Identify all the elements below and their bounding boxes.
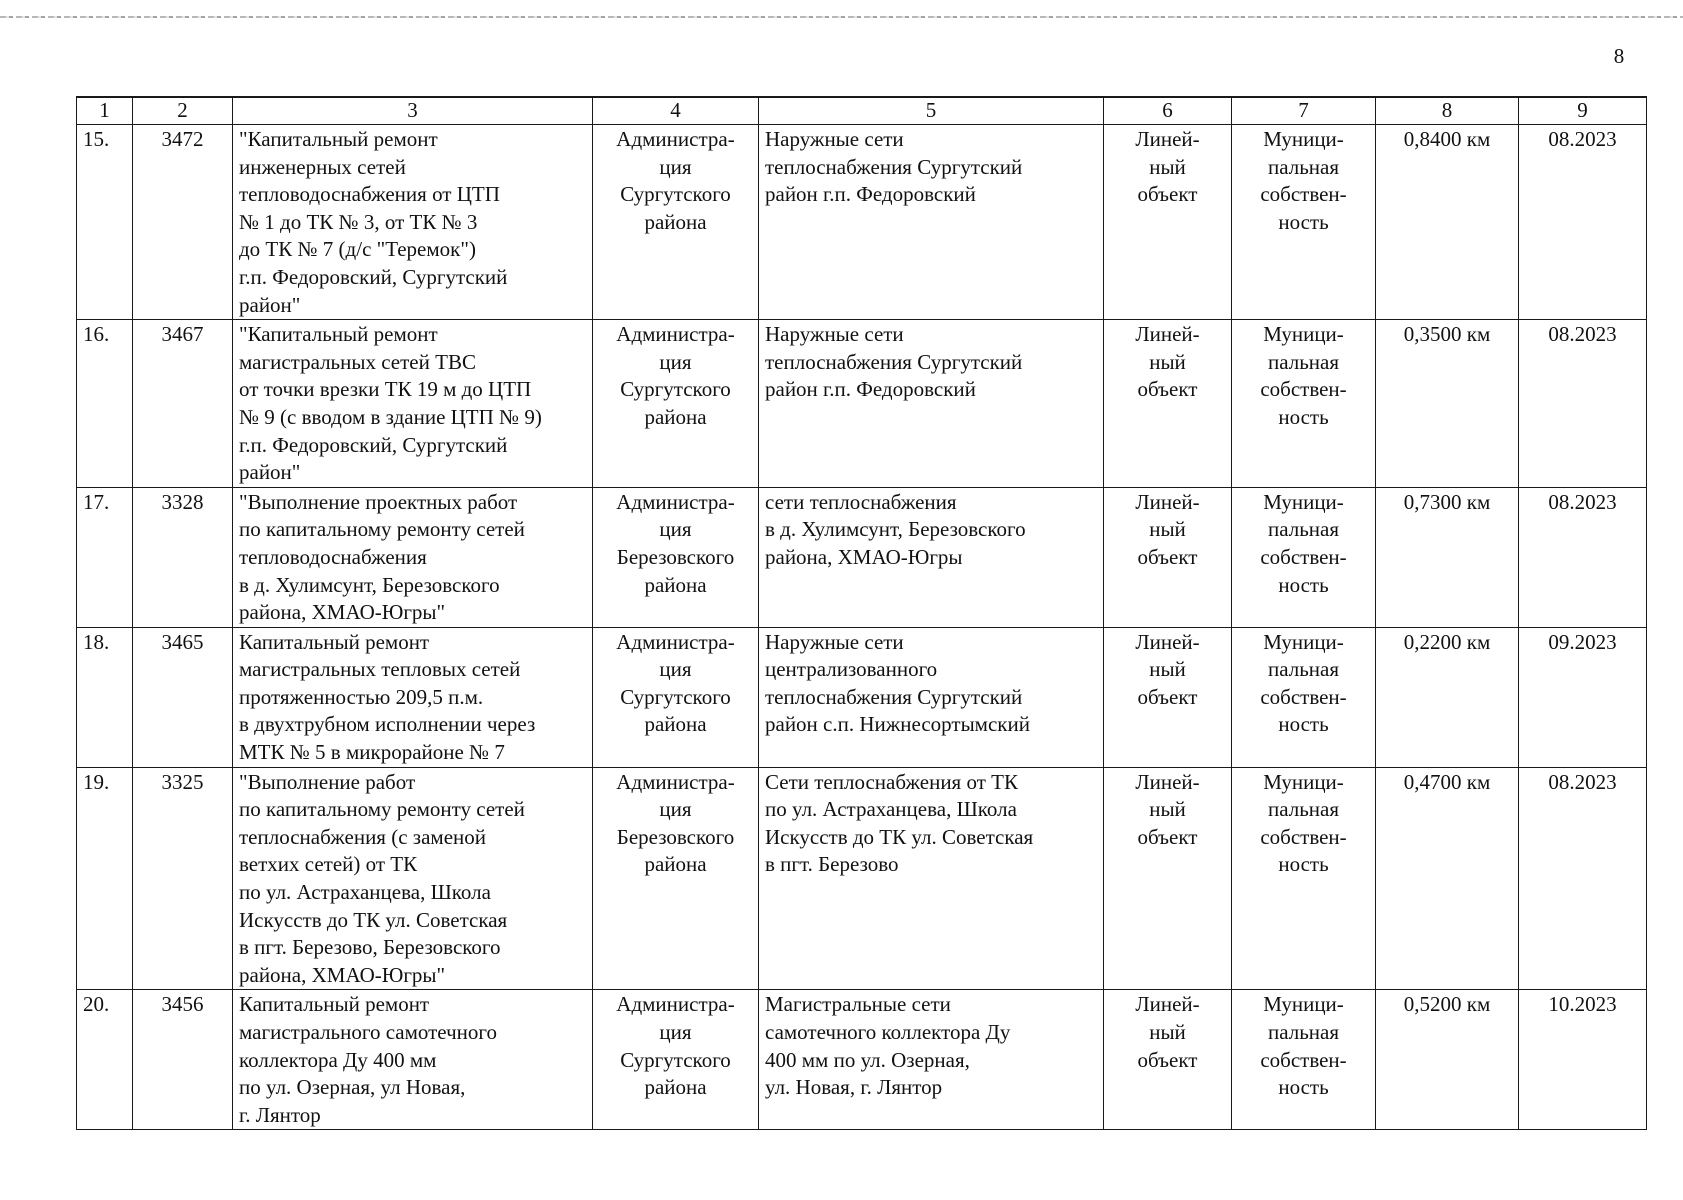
work-name-cell-line: магистральных тепловых сетей — [239, 657, 521, 682]
work-name-cell-line: г.п. Федоровский, Сургутский — [239, 264, 508, 289]
ownership-cell-line: ность — [1278, 209, 1329, 234]
work-name-cell-line: района, ХМАО-Югры" — [239, 962, 446, 987]
customer-cell-line: Администра- — [616, 322, 735, 347]
object-type-cell-line: Линей- — [1135, 629, 1200, 654]
work-name-cell-line: г.п. Федоровский, Сургутский — [239, 432, 508, 457]
ownership-cell-line: собствен- — [1260, 377, 1347, 402]
object-type-cell-line: Линей- — [1135, 992, 1200, 1017]
work-name-cell-line: по капитальному ремонту сетей — [239, 797, 525, 822]
work-name-cell-line: № 9 (с вводом в здание ЦТП № 9) — [239, 404, 542, 429]
ownership-cell-line: Муници- — [1263, 322, 1344, 347]
object-type-cell-line: Линей- — [1135, 127, 1200, 151]
object-description-cell — [759, 125, 1104, 320]
object-description-cell-line: централизованного — [765, 657, 938, 682]
customer-cell — [593, 320, 759, 488]
customer-cell-line: района — [644, 1075, 707, 1100]
ownership-cell-line: пальная — [1267, 517, 1340, 542]
object-description-cell-line: район г.п. Федоровский — [765, 377, 976, 402]
object-description-cell — [759, 320, 1104, 488]
ownership-cell-line: Муници- — [1263, 992, 1344, 1017]
object-type-cell-line: ный — [1149, 1020, 1186, 1044]
work-name-cell — [233, 990, 593, 1130]
customer-cell — [593, 487, 759, 627]
ownership-cell-line: Муници- — [1263, 127, 1344, 151]
object-description-cell-line: Искусств до ТК ул. Советская — [765, 824, 1034, 849]
work-name-cell-line: район" — [239, 292, 301, 317]
page-number: 8 — [1613, 44, 1625, 68]
object-description-cell-line: Наружные сети — [765, 127, 904, 151]
ownership-cell-line: ность — [1278, 1075, 1329, 1100]
work-name-cell-line: "Выполнение проектных работ — [239, 489, 518, 514]
work-name-cell-line: Капитальный ремонт — [239, 992, 430, 1017]
object-type-cell — [1104, 320, 1232, 488]
work-name-cell-line: по ул. Озерная, ул Новая, — [239, 1075, 466, 1100]
column-header: 2 — [133, 97, 233, 125]
object-description-cell-line: теплоснабжения Сургутский — [765, 684, 1023, 709]
customer-cell-line: района — [644, 209, 707, 234]
object-description-cell-line: теплоснабжения Сургутский — [765, 154, 1023, 179]
object-description-cell-line: в пгт. Березово — [765, 852, 899, 877]
customer-cell-line: ция — [659, 797, 692, 822]
object-description-cell-line: ул. Новая, г. Лянтор — [765, 1075, 943, 1100]
ownership-cell-line: собствен- — [1260, 544, 1347, 569]
ownership-cell-line: собствен- — [1260, 824, 1347, 849]
customer-cell-line: Сургутского — [620, 377, 731, 402]
object-type-cell-line: объект — [1137, 544, 1198, 569]
table-header — [77, 97, 1647, 125]
object-type-cell-line: ный — [1149, 517, 1186, 542]
customer-cell-line: района — [644, 712, 707, 737]
work-name-cell — [233, 627, 593, 767]
object-code-cell: 3472 — [133, 125, 233, 320]
ownership-cell-line: ность — [1278, 852, 1329, 877]
completion-date-cell: 08.2023 — [1519, 125, 1647, 320]
completion-date-cell: 10.2023 — [1519, 990, 1647, 1130]
work-name-cell-line: "Капитальный ремонт — [239, 322, 438, 347]
work-name-cell-line: района, ХМАО-Югры" — [239, 600, 446, 625]
customer-cell-line: района — [644, 404, 707, 429]
object-description-cell-line: в д. Хулимсунт, Березовского — [765, 517, 1026, 542]
customer-cell-line: ция — [659, 517, 692, 542]
ownership-cell-line: Муници- — [1263, 769, 1344, 794]
customer-cell-line: ция — [659, 657, 692, 682]
work-name-cell-line: магистральных сетей ТВС — [239, 349, 476, 374]
customer-cell-line: Администра- — [616, 629, 735, 654]
ownership-cell-line: Муници- — [1263, 489, 1344, 514]
ownership-cell-line: собствен- — [1260, 1047, 1347, 1072]
work-name-cell-line: район" — [239, 460, 301, 485]
column-header: 1 — [77, 97, 133, 125]
completion-date-cell: 08.2023 — [1519, 487, 1647, 627]
object-type-cell-line: Линей- — [1135, 769, 1200, 794]
customer-cell-line: ция — [659, 154, 692, 179]
row-number-cell: 19. — [77, 767, 133, 990]
column-header: 3 — [233, 97, 593, 125]
work-name-cell-line: коллектора Ду 400 мм — [239, 1047, 437, 1072]
customer-cell-line: ция — [659, 349, 692, 374]
ownership-cell — [1232, 125, 1376, 320]
work-name-cell-line: № 1 до ТК № 3, от ТК № 3 — [239, 209, 478, 234]
ownership-cell-line: собствен- — [1260, 182, 1347, 207]
object-code-cell: 3328 — [133, 487, 233, 627]
customer-cell-line: Администра- — [616, 769, 735, 794]
ownership-cell — [1232, 990, 1376, 1130]
ownership-cell-line: ность — [1278, 572, 1329, 597]
column-header: 4 — [593, 97, 759, 125]
row-number-cell: 18. — [77, 627, 133, 767]
work-name-cell-line: до ТК № 7 (д/с "Теремок") — [239, 237, 476, 262]
work-name-cell-line: Капитальный ремонт — [239, 629, 430, 654]
customer-cell — [593, 627, 759, 767]
object-description-cell — [759, 990, 1104, 1130]
customer-cell-line: Сургутского — [620, 1047, 731, 1072]
object-type-cell-line: объект — [1137, 182, 1198, 207]
table-row — [77, 990, 1647, 1130]
object-type-cell — [1104, 767, 1232, 990]
work-name-cell-line: г. Лянтор — [239, 1102, 321, 1127]
registry-table — [76, 96, 1647, 1130]
customer-cell — [593, 125, 759, 320]
ownership-cell-line: пальная — [1267, 349, 1340, 374]
capacity-cell: 0,5200 км — [1376, 990, 1519, 1130]
customer-cell-line: Березовского — [616, 824, 735, 849]
object-description-cell-line: Наружные сети — [765, 322, 904, 347]
customer-cell-line: района — [644, 852, 707, 877]
ownership-cell-line: Муници- — [1263, 629, 1344, 654]
table-row — [77, 767, 1647, 990]
customer-cell — [593, 990, 759, 1130]
ownership-cell-line: пальная — [1267, 797, 1340, 822]
object-type-cell-line: объект — [1137, 377, 1198, 402]
ownership-cell — [1232, 627, 1376, 767]
object-description-cell-line: сети теплоснабжения — [765, 489, 957, 514]
object-type-cell — [1104, 990, 1232, 1130]
object-type-cell-line: Линей- — [1135, 489, 1200, 514]
object-description-cell — [759, 627, 1104, 767]
column-number-row — [77, 97, 1647, 125]
table-body — [77, 125, 1647, 1130]
object-code-cell: 3456 — [133, 990, 233, 1130]
object-description-cell-line: район г.п. Федоровский — [765, 182, 976, 207]
object-type-cell-line: объект — [1137, 684, 1198, 709]
work-name-cell-line: "Выполнение работ — [239, 769, 416, 794]
object-code-cell: 3467 — [133, 320, 233, 488]
customer-cell-line: Березовского — [616, 544, 735, 569]
completion-date-cell: 09.2023 — [1519, 627, 1647, 767]
object-description-cell-line: Наружные сети — [765, 629, 904, 654]
completion-date-cell: 08.2023 — [1519, 320, 1647, 488]
column-header: 7 — [1232, 97, 1376, 125]
ownership-cell-line: собствен- — [1260, 684, 1347, 709]
customer-cell-line: района — [644, 572, 707, 597]
work-name-cell — [233, 125, 593, 320]
work-name-cell-line: ветхих сетей) от ТК — [239, 852, 418, 877]
work-name-cell-line: "Капитальный ремонт — [239, 127, 438, 151]
row-number-cell: 16. — [77, 320, 133, 488]
scan-artifact-line — [0, 16, 1683, 18]
work-name-cell-line: МТК № 5 в микрорайоне № 7 — [239, 740, 505, 765]
work-name-cell-line: протяженностью 209,5 п.м. — [239, 684, 484, 709]
ownership-cell-line: пальная — [1267, 657, 1340, 682]
ownership-cell — [1232, 487, 1376, 627]
object-description-cell-line: Сети теплоснабжения от ТК — [765, 769, 1018, 794]
ownership-cell — [1232, 767, 1376, 990]
object-type-cell-line: объект — [1137, 1047, 1198, 1072]
object-type-cell-line: ный — [1149, 657, 1186, 682]
object-description-cell-line: по ул. Астраханцева, Школа — [765, 797, 1017, 822]
customer-cell-line: Администра- — [616, 489, 735, 514]
object-type-cell — [1104, 125, 1232, 320]
object-type-cell-line: Линей- — [1135, 322, 1200, 347]
table-row — [77, 320, 1647, 488]
capacity-cell: 0,7300 км — [1376, 487, 1519, 627]
work-name-cell-line: тепловодоснабжения — [239, 544, 427, 569]
object-type-cell-line: ный — [1149, 349, 1186, 374]
work-name-cell — [233, 320, 593, 488]
object-description-cell — [759, 767, 1104, 990]
column-header: 8 — [1376, 97, 1519, 125]
work-name-cell-line: по ул. Астраханцева, Школа — [239, 880, 491, 905]
ownership-cell — [1232, 320, 1376, 488]
capacity-cell: 0,4700 км — [1376, 767, 1519, 990]
object-description-cell — [759, 487, 1104, 627]
object-description-cell-line: района, ХМАО-Югры — [765, 544, 963, 569]
work-name-cell-line: магистрального самотечного — [239, 1020, 497, 1044]
object-description-cell-line: самотечного коллектора Ду — [765, 1020, 1011, 1044]
column-header: 5 — [759, 97, 1104, 125]
object-type-cell — [1104, 627, 1232, 767]
column-header: 6 — [1104, 97, 1232, 125]
work-name-cell-line: по капитальному ремонту сетей — [239, 517, 525, 542]
object-description-cell-line: Магистральные сети — [765, 992, 951, 1017]
customer-cell-line: ция — [659, 1020, 692, 1044]
column-header: 9 — [1519, 97, 1647, 125]
work-name-cell-line: в пгт. Березово, Березовского — [239, 935, 501, 960]
work-name-cell-line: в д. Хулимсунт, Березовского — [239, 572, 500, 597]
customer-cell-line: Администра- — [616, 992, 735, 1017]
ownership-cell-line: пальная — [1267, 1020, 1340, 1044]
capacity-cell: 0,3500 км — [1376, 320, 1519, 488]
table-row — [77, 627, 1647, 767]
object-description-cell-line: теплоснабжения Сургутский — [765, 349, 1023, 374]
customer-cell-line: Сургутского — [620, 684, 731, 709]
completion-date-cell: 08.2023 — [1519, 767, 1647, 990]
work-name-cell-line: Искусств до ТК ул. Советская — [239, 907, 508, 932]
capacity-cell: 0,8400 км — [1376, 125, 1519, 320]
work-name-cell — [233, 487, 593, 627]
object-code-cell: 3465 — [133, 627, 233, 767]
object-type-cell-line: объект — [1137, 824, 1198, 849]
work-name-cell-line: инженерных сетей — [239, 154, 406, 179]
customer-cell-line: Администра- — [616, 127, 735, 151]
object-type-cell-line: ный — [1149, 797, 1186, 822]
row-number-cell: 15. — [77, 125, 133, 320]
row-number-cell: 20. — [77, 990, 133, 1130]
row-number-cell: 17. — [77, 487, 133, 627]
customer-cell — [593, 767, 759, 990]
object-type-cell-line: ный — [1149, 154, 1186, 179]
object-description-cell-line: 400 мм по ул. Озерная, — [765, 1047, 970, 1072]
table-row — [77, 125, 1647, 320]
ownership-cell-line: ность — [1278, 404, 1329, 429]
ownership-cell-line: пальная — [1267, 154, 1340, 179]
work-name-cell-line: тепловодоснабжения от ЦТП — [239, 182, 500, 207]
work-name-cell-line: теплоснабжения (с заменой — [239, 824, 486, 849]
work-name-cell-line: от точки врезки ТК 19 м до ЦТП — [239, 377, 532, 402]
object-code-cell: 3325 — [133, 767, 233, 990]
ownership-cell-line: ность — [1278, 712, 1329, 737]
customer-cell-line: Сургутского — [620, 182, 731, 207]
work-name-cell — [233, 767, 593, 990]
object-type-cell — [1104, 487, 1232, 627]
object-description-cell-line: район с.п. Нижнесортымский — [765, 712, 1030, 737]
table-row — [77, 487, 1647, 627]
capacity-cell: 0,2200 км — [1376, 627, 1519, 767]
work-name-cell-line: в двухтрубном исполнении через — [239, 712, 536, 737]
